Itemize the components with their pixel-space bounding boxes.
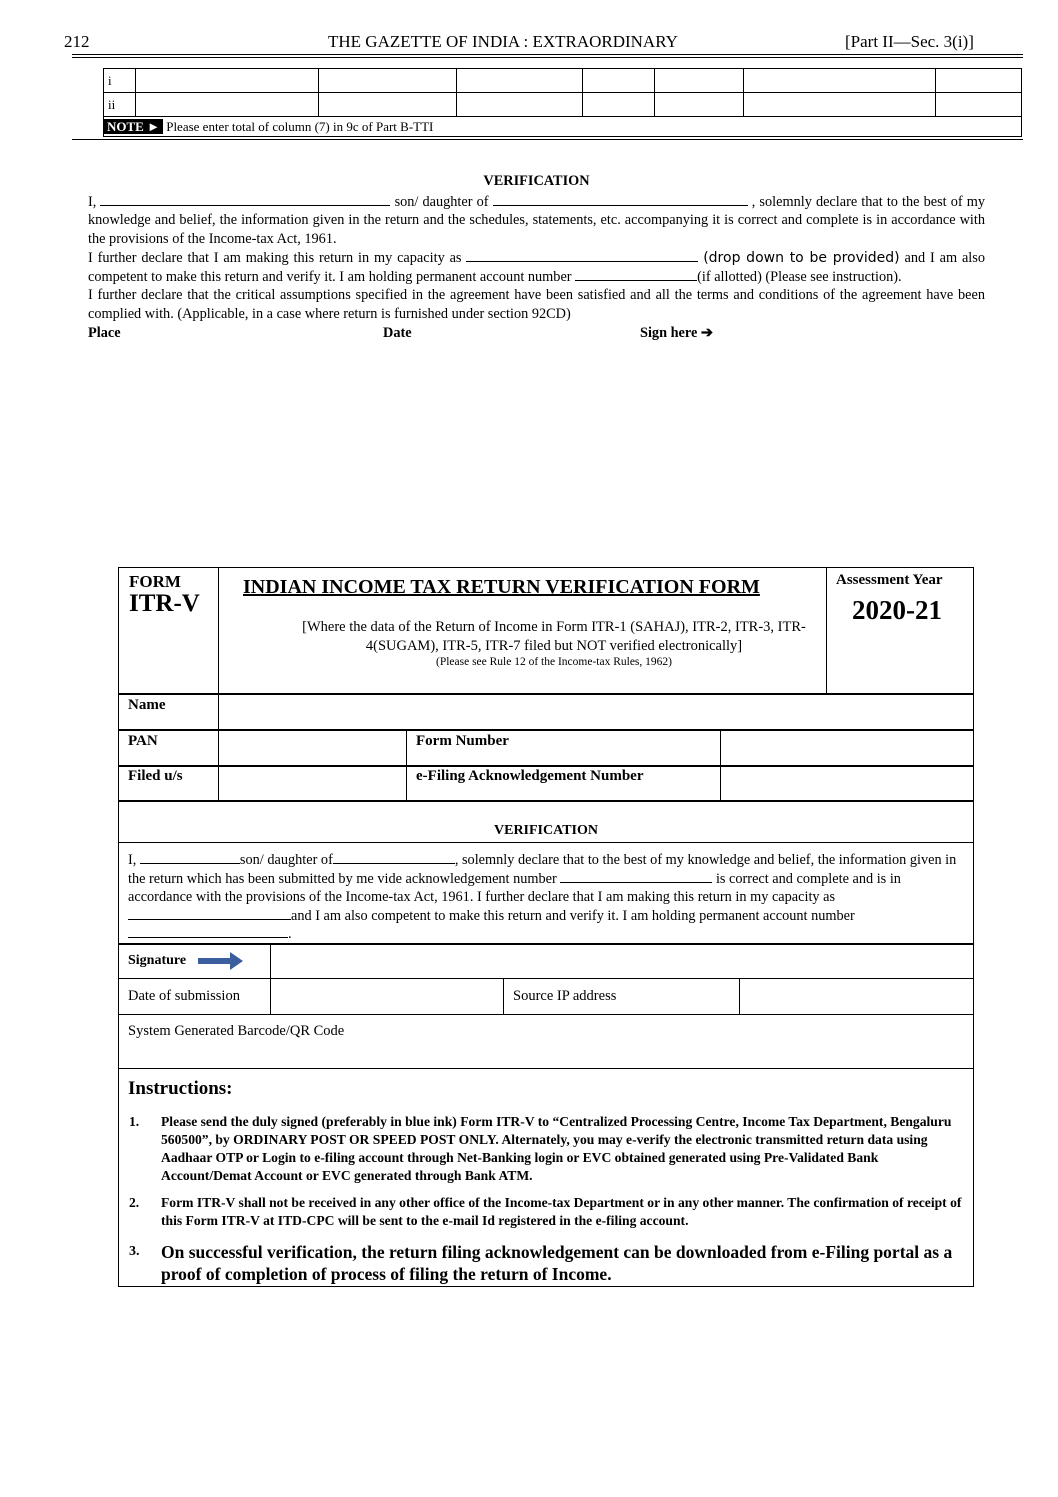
- capacity-blank[interactable]: [128, 907, 291, 920]
- gazette-title: THE GAZETTE OF INDIA : EXTRAORDINARY: [328, 32, 678, 51]
- signature-field[interactable]: [272, 945, 972, 978]
- note-text: Please enter total of column (7) in 9c of Part B-TTI: [166, 118, 434, 134]
- cell[interactable]: [655, 93, 744, 117]
- pan-label: PAN: [128, 733, 158, 749]
- name-blank[interactable]: [100, 193, 390, 206]
- parent-name-blank[interactable]: [333, 851, 455, 864]
- instructions-title: Instructions:: [128, 1078, 233, 1099]
- itrv-verification-text: I, son/ daughter of , solemnly declare that to the best of my knowledge and belief, the information given in the return which has been submitted by me vide acknowledgement number is correct and complete and is in accordance with the provisions of the Income-tax Act, 1961. I further declare that I am making this return in my capacity as and I am also competent to make this return and verify it. I am holding permanent account number.: [128, 852, 957, 942]
- verification-section: [88, 172, 985, 343]
- instruction-item: 2. Form ITR-V shall not be received in any other office of the Income-tax Department or in any other manner. The confirmation of receipt of this Form ITR-V at ITD-CPC will be sent to the e-mail Id registered in the e-filing account.: [129, 1195, 962, 1228]
- verification-para-3: I further declare that the critical assumptions specified in the agreement have been satisfied and all the terms and conditions of the agreement have been complied with. (Applicable, in a case where return is furnished under section 92CD): [88, 287, 985, 322]
- name-label: Name: [128, 697, 166, 713]
- form-title: INDIAN INCOME TAX RETURN VERIFICATION FORM: [243, 576, 760, 598]
- cell[interactable]: [457, 93, 583, 117]
- header-rule: [72, 54, 1023, 55]
- parent-name-blank[interactable]: [493, 193, 748, 206]
- verification-title: VERIFICATION: [483, 173, 590, 189]
- cell[interactable]: [655, 69, 744, 93]
- cell[interactable]: [744, 93, 936, 117]
- ack-number-label: e-Filing Acknowledgement Number: [416, 768, 644, 784]
- cell[interactable]: [583, 93, 655, 117]
- source-ip-label: Source IP address: [513, 988, 617, 1004]
- date-label: Date: [383, 324, 412, 341]
- cell[interactable]: [319, 93, 457, 117]
- assessment-year-value: 2020-21: [852, 595, 942, 625]
- header-rule: [72, 57, 1023, 58]
- page-number: 212: [64, 32, 90, 51]
- sign-here-label: Sign here ➔: [640, 324, 713, 341]
- verification-para-1: I, son/ daughter of , solemnly declare that to the best of my knowledge and belief, the information given in the return and the schedules, statements, etc. accompanying it is correct and complete is in accordance with the provisions of the Income-tax Act, 1961.: [88, 193, 986, 248]
- form-number-label: Form Number: [416, 733, 509, 749]
- cell[interactable]: [936, 93, 1022, 117]
- table-row: [104, 69, 1022, 93]
- cell[interactable]: [583, 69, 655, 93]
- barcode-label: System Generated Barcode/QR Code: [128, 1023, 345, 1039]
- form-name: ITR-V: [129, 590, 200, 617]
- row-label: ii: [104, 93, 136, 117]
- divider: [72, 139, 1023, 140]
- date-of-submission-label: Date of submission: [128, 988, 240, 1004]
- assessment-year-label: Assessment Year: [836, 572, 943, 588]
- capacity-blank[interactable]: [466, 249, 698, 262]
- form-label: FORM: [129, 572, 181, 591]
- note-label: NOTE ►: [104, 119, 163, 134]
- name-blank[interactable]: [140, 851, 240, 864]
- source-ip-field[interactable]: [741, 980, 972, 1013]
- itrv-verification-title: VERIFICATION: [494, 823, 598, 838]
- instruction-item: 1. Please send the duly signed (preferably in blue ink) Form ITR-V to “Centralized Processing Centre, Income Tax Department, Bengaluru 560500”, by ORDINARY POST OR SPEED POST ONLY. Alternately, you may e-verify the electronic transmitted return data using Aadhaar OTP or Login to e-filing account through Net-Banking login or EVC obtained generated using Pre-Validated Bank Account/Demat Account or EVC generated through Bank ATM.: [129, 1114, 952, 1183]
- arrow-right-icon: [198, 951, 244, 971]
- ack-number-field[interactable]: [722, 767, 972, 800]
- cell[interactable]: [744, 69, 936, 93]
- instruction-item: 3. On successful verification, the return filing acknowledgement can be downloaded from e-Filing portal as a proof of completion of process of filing the return of Income.: [129, 1242, 953, 1284]
- form-subtitle: [Where the data of the Return of Income in Form ITR-1 (SAHAJ), ITR-2, ITR-3, ITR-4(SUGAM), ITR-5, ITR-7 filed but NOT verified electronically]: [302, 619, 806, 654]
- filed-us-label: Filed u/s: [128, 768, 183, 784]
- name-field[interactable]: [220, 695, 972, 729]
- cell[interactable]: [136, 69, 319, 93]
- date-of-submission-field[interactable]: [272, 980, 502, 1013]
- schedule-table: [103, 68, 1022, 137]
- note-row: [104, 117, 1022, 137]
- filed-us-field[interactable]: [220, 767, 405, 800]
- row-label: i: [104, 69, 136, 93]
- pan-blank[interactable]: [128, 925, 288, 938]
- itr-v-form: [118, 567, 974, 1287]
- rule-note: (Please see Rule 12 of the Income-tax Rules, 1962): [435, 656, 672, 668]
- section-label: [Part II—Sec. 3(i)]: [845, 32, 974, 51]
- cell[interactable]: [136, 93, 319, 117]
- verification-para-2: I further declare that I am making this return in my capacity as (drop down to be provided) and I am also competent to make this return and verify it. I am holding permanent account number (if allotted) (Please see instruction).: [88, 249, 985, 285]
- cell[interactable]: [319, 69, 457, 93]
- ack-blank[interactable]: [560, 870, 712, 883]
- form-number-field[interactable]: [722, 731, 972, 765]
- cell[interactable]: [936, 69, 1022, 93]
- place-label: Place: [88, 324, 121, 341]
- cell[interactable]: [457, 69, 583, 93]
- signature-label: Signature: [128, 953, 187, 968]
- table-row: [104, 93, 1022, 117]
- pan-field[interactable]: [220, 731, 405, 765]
- pan-blank[interactable]: [575, 268, 697, 281]
